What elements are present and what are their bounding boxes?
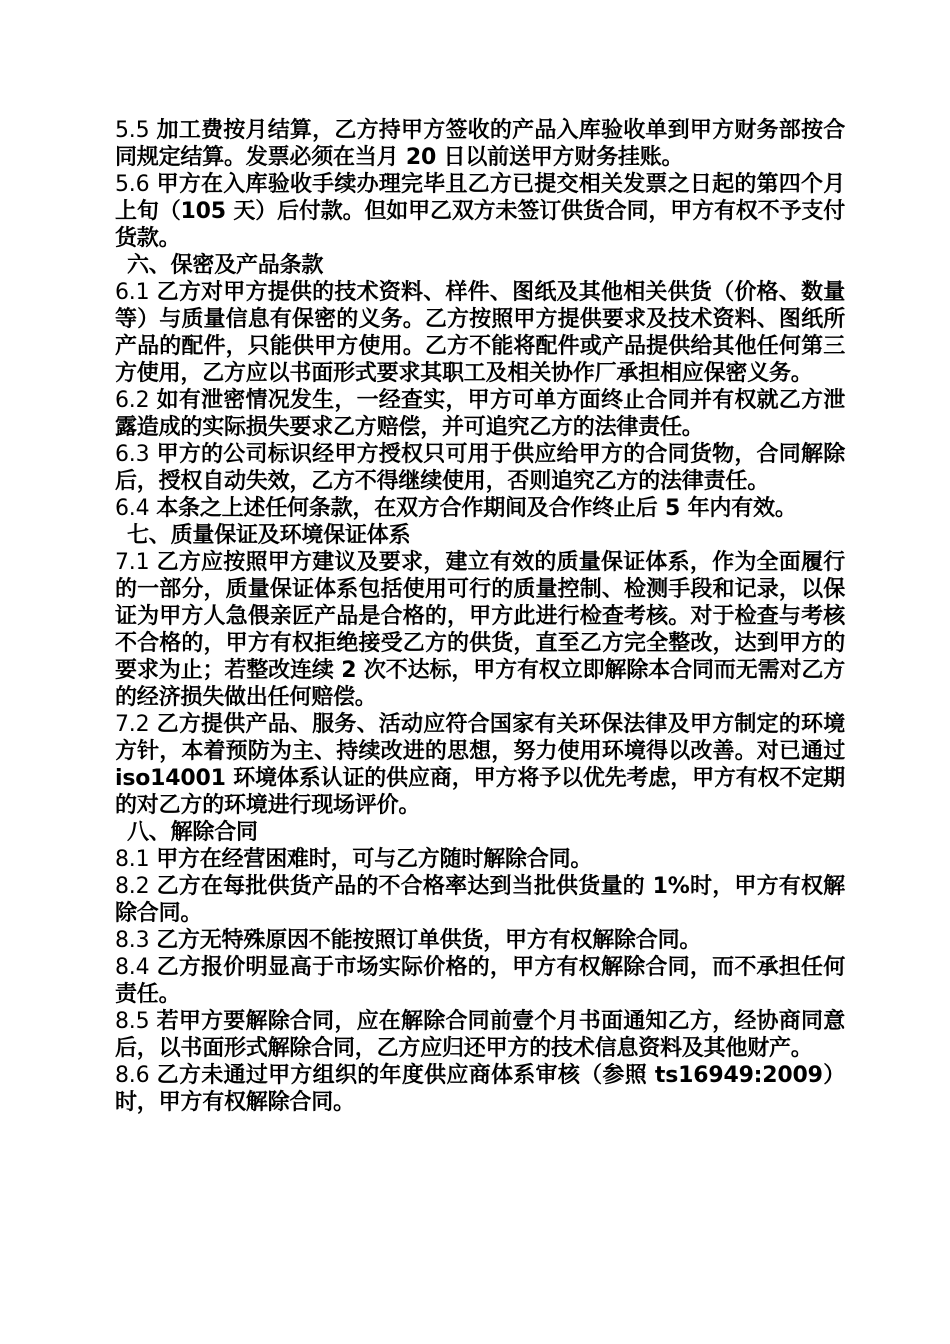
clause-6-4 xyxy=(115,495,845,522)
clause-number: 7.1 xyxy=(115,550,157,575)
clause-8-4 xyxy=(115,954,845,1008)
clause-text: 乙方对甲方提供的技术资料、样件、图纸及其他相关供货（价格、数量等）与质量信息有保密的义务。乙方按照甲方提供要求及技术资料、图纸所产品的配件，只能供甲方使用。乙方不能将配件或产品提供给其他任何第三方使用，乙方应以书面形式要求其职工及相关协作厂承担相应保密义务。 xyxy=(115,280,845,386)
clause-number: 8.2 xyxy=(115,874,157,899)
clause-7-2 xyxy=(115,711,845,819)
document-page xyxy=(115,117,845,1116)
clause-text: 甲方的公司标识经甲方授权只可用于供应给甲方的合同货物，合同解除后，授权自动失效，乙方不得继续使用，否则追究乙方的法律责任。 xyxy=(115,442,845,494)
clause-number: 5.6 xyxy=(115,172,157,197)
clause-text: 加工费按月结算，乙方持甲方签收的产品入库验收单到甲方财务部按合同规定结算。发票必须在当月 20 日以前送甲方财务挂账。 xyxy=(115,118,845,170)
clause-number: 8.5 xyxy=(115,1009,157,1034)
clause-8-5 xyxy=(115,1008,845,1062)
clause-6-1 xyxy=(115,279,845,387)
clause-8-3 xyxy=(115,927,845,954)
clause-5-6 xyxy=(115,171,845,252)
clause-number: 8.6 xyxy=(115,1063,157,1088)
clause-text: 乙方报价明显高于市场实际价格的，甲方有权解除合同，而不承担任何责任。 xyxy=(115,955,845,1007)
clause-7-1 xyxy=(115,549,845,711)
clause-number: 8.3 xyxy=(115,928,157,953)
clause-number: 5.5 xyxy=(115,118,157,143)
clause-8-2 xyxy=(115,873,845,927)
clause-text: 乙方无特殊原因不能按照订单供货，甲方有权解除合同。 xyxy=(156,928,702,953)
clause-text: 若甲方要解除合同，应在解除合同前壹个月书面通知乙方，经协商同意后，以书面形式解除合同，乙方应归还甲方的技术信息资料及其他财产。 xyxy=(115,1009,845,1061)
clause-5-5 xyxy=(115,117,845,171)
clause-number: 6.3 xyxy=(115,442,157,467)
clause-8-1 xyxy=(115,846,845,873)
clause-number: 6.2 xyxy=(115,388,157,413)
clause-text: 本条之上述任何条款，在双方合作期间及合作终止后 5 年内有效。 xyxy=(156,496,797,521)
clause-6-2 xyxy=(115,387,845,441)
clause-number: 6.4 xyxy=(115,496,157,521)
clause-6-3 xyxy=(115,441,845,495)
clause-text: 乙方应按照甲方建议及要求，建立有效的质量保证体系，作为全面履行的一部分，质量保证体系包括使用可行的质量控制、检测手段和记录，以保证为甲方人急偎亲匠产品是合格的，甲方此进行检查考核。对于检查与考核不合格的，甲方有权拒绝接受乙方的供货，直至乙方完全整改，达到甲方的要求为止；若整改连续 2 次不达标，甲方有权立即解除本合同而无需对乙方的经济损失做出任何赔偿。 xyxy=(115,550,845,710)
clause-8-6 xyxy=(115,1062,845,1116)
clause-text: 甲方在经营困难时，可与乙方随时解除合同。 xyxy=(156,847,593,872)
clause-text: 乙方在每批供货产品的不合格率达到当批供货量的 1%时，甲方有权解除合同。 xyxy=(115,874,845,926)
clause-text: 如有泄密情况发生，一经查实，甲方可单方面终止合同并有权就乙方泄露造成的实际损失要求乙方赔偿，并可追究乙方的法律责任。 xyxy=(115,388,845,440)
clause-text: 甲方在入库验收手续办理完毕且乙方已提交相关发票之日起的第四个月上旬（105 天）后付款。但如甲乙双方未签订供货合同，甲方有权不予支付货款。 xyxy=(115,172,845,251)
section-heading-7: 七、质量保证及环境保证体系 xyxy=(127,523,411,548)
clause-number: 7.2 xyxy=(115,712,157,737)
clause-text: 乙方提供产品、服务、活动应符合国家有关环保法律及甲方制定的环境方针，本着预防为主、持续改进的思想，努力使用环境得以改善。对已通过 iso14001 环境体系认证的供应商，甲方将予以优先考虑，甲方有权不定期的对乙方的环境进行现场评价。 xyxy=(115,712,845,818)
section-heading-6: 六、保密及产品条款 xyxy=(127,253,324,278)
clause-number: 6.1 xyxy=(115,280,157,305)
clause-text: 乙方未通过甲方组织的年度供应商体系审核（参照 ts16949:2009）时，甲方有权解除合同。 xyxy=(115,1063,845,1115)
clause-number: 8.4 xyxy=(115,955,157,980)
clause-number: 8.1 xyxy=(115,847,157,872)
section-heading-8: 八、解除合同 xyxy=(127,820,258,845)
